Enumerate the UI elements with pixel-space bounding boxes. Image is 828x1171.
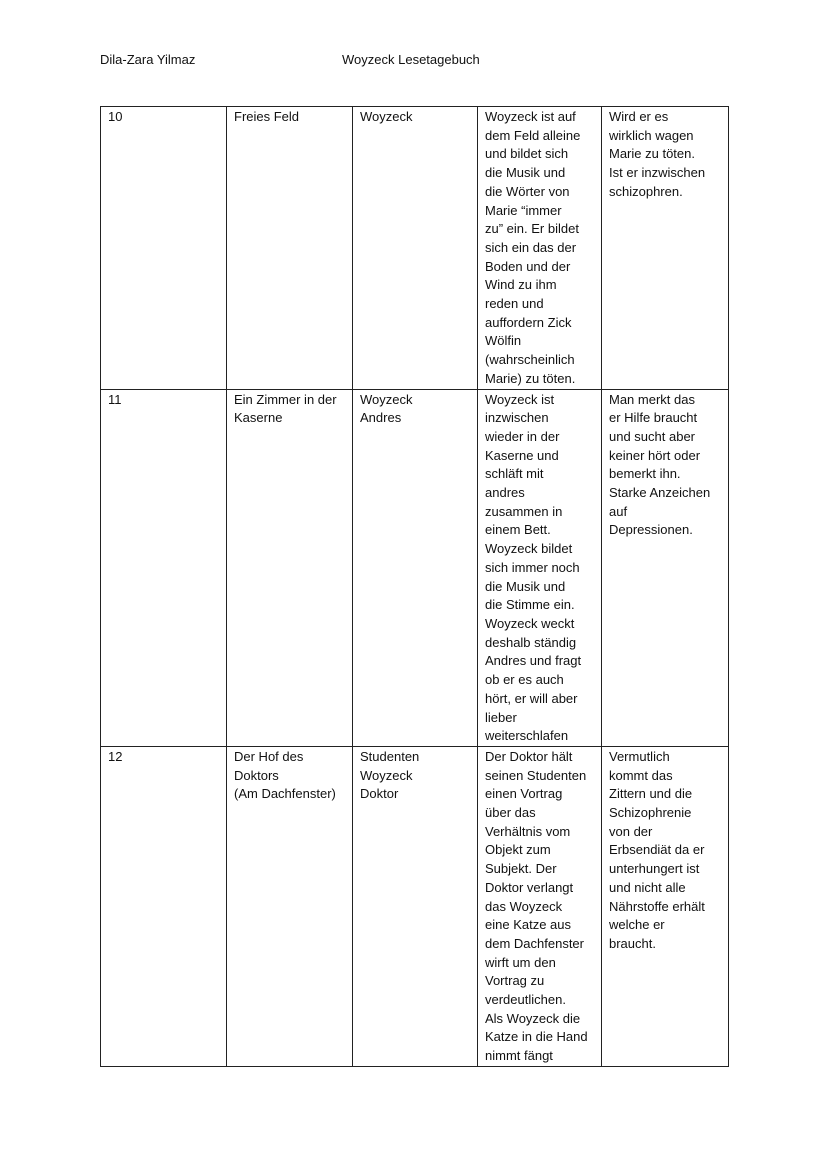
scene-place: Freies Feld — [227, 107, 353, 390]
scene-place: Der Hof des Doktors (Am Dachfenster) — [227, 746, 353, 1066]
author-name: Dila-Zara Yilmaz — [100, 52, 196, 67]
scene-thoughts: Man merkt das er Hilfe braucht und sucht aber keiner hört oder bemerkt ihn. Starke Anzeichen auf Depressionen. — [602, 389, 729, 746]
scene-number: 10 — [101, 107, 227, 390]
scene-characters: Woyzeck — [353, 107, 478, 390]
table-row — [101, 389, 729, 746]
document-title: Woyzeck Lesetagebuch — [342, 52, 480, 67]
scene-characters: Studenten Woyzeck Doktor — [353, 746, 478, 1066]
scene-content: Der Doktor hält seinen Studenten einen Vortrag über das Verhältnis vom Objekt zum Subjekt. Der Doktor verlangt das Woyzeck eine Katze aus dem Dachfenster wirft um den Vortrag zu verdeutlichen. Als Woyzeck die Katze in die Hand nimmt fängt — [478, 746, 602, 1066]
table-row — [101, 746, 729, 1066]
scene-thoughts: Wird er es wirklich wagen Marie zu töten. Ist er inzwischen schizophren. — [602, 107, 729, 390]
table-row — [101, 107, 729, 390]
scene-place: Ein Zimmer in der Kaserne — [227, 389, 353, 746]
reading-journal-table — [100, 106, 729, 1067]
scene-thoughts: Vermutlich kommt das Zittern und die Schizophrenie von der Erbsendiät da er unterhungert ist und nicht alle Nährstoffe erhält welche er braucht. — [602, 746, 729, 1066]
scene-content: Woyzeck ist auf dem Feld alleine und bildet sich die Musik und die Wörter von Marie “immer zu” ein. Er bildet sich ein das der Boden und der Wind zu ihm reden und auffordern Zick Wölfin (wahrscheinlich Marie) zu töten. — [478, 107, 602, 390]
scene-number: 12 — [101, 746, 227, 1066]
scene-characters: Woyzeck Andres — [353, 389, 478, 746]
scene-number: 11 — [101, 389, 227, 746]
scene-content: Woyzeck ist inzwischen wieder in der Kaserne und schläft mit andres zusammen in einem Bett. Woyzeck bildet sich immer noch die Musik und die Stimme ein. Woyzeck weckt deshalb ständig Andres und fragt ob er es auch hört, er will aber lieber weiterschlafen — [478, 389, 602, 746]
